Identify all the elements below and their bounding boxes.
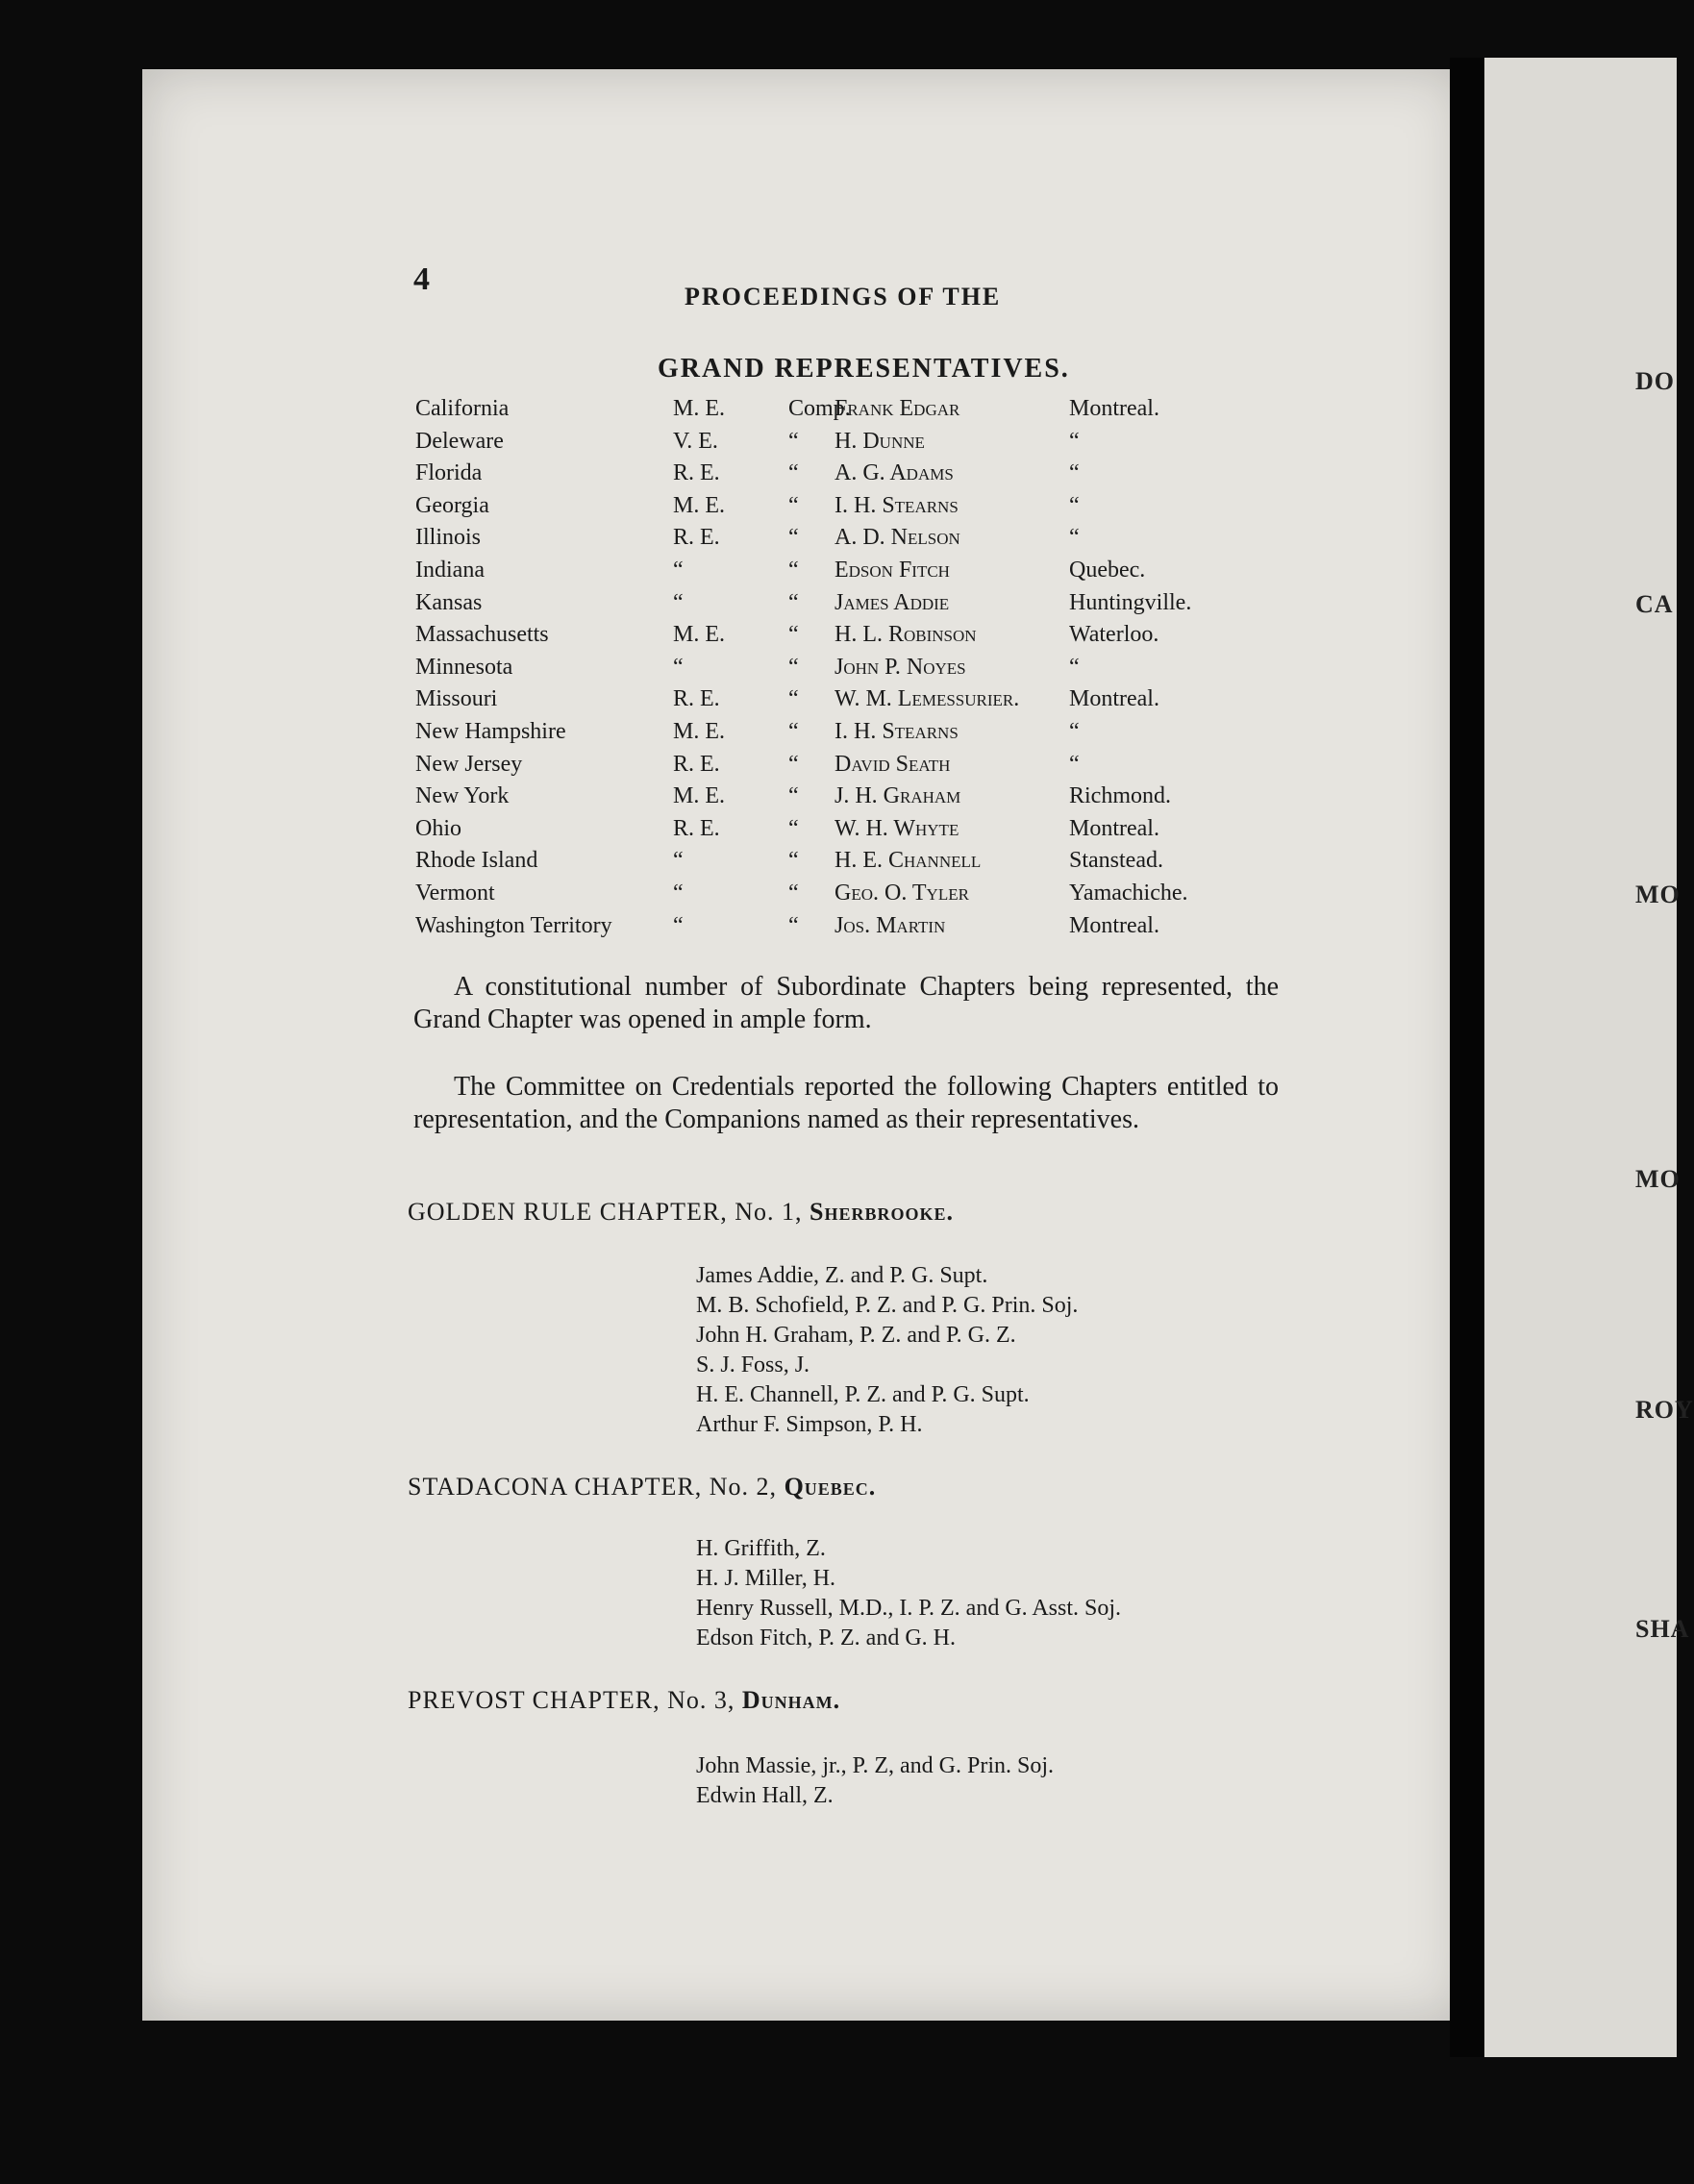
adjacent-page-fragment: SHA xyxy=(1635,1615,1690,1643)
representative-row xyxy=(415,848,1223,881)
rank: M. E. xyxy=(673,783,725,809)
representative-name: A. D. Nelson xyxy=(835,525,960,551)
rank: M. E. xyxy=(673,718,725,744)
state-name: New Jersey xyxy=(415,751,523,777)
representative-row xyxy=(415,686,1223,719)
representative-place: Waterloo. xyxy=(1069,622,1159,648)
rank: “ xyxy=(673,654,684,680)
comp-title: “ xyxy=(788,589,799,615)
state-name: Minnesota xyxy=(415,654,513,680)
representative-name: I. H. Stearns xyxy=(835,492,959,518)
rank: “ xyxy=(673,912,684,938)
member: H. J. Miller, H. xyxy=(696,1566,836,1591)
state-name: California xyxy=(415,396,510,421)
rank: R. E. xyxy=(673,751,720,777)
representative-name: Frank Edgar xyxy=(835,396,960,421)
comp-title: “ xyxy=(788,654,799,680)
adjacent-page-fragment: MO xyxy=(1635,1165,1681,1193)
state-name: New Hampshire xyxy=(415,718,566,744)
representative-name: James Addie xyxy=(835,589,950,615)
member: H. Griffith, Z. xyxy=(696,1536,826,1561)
representative-row xyxy=(415,719,1223,752)
running-head: PROCEEDINGS OF THE xyxy=(685,283,1002,310)
member: S. J. Foss, J. xyxy=(696,1353,810,1377)
state-name: Illinois xyxy=(415,525,482,551)
adjacent-page-fragment: ROY xyxy=(1635,1396,1694,1424)
representative-place: “ xyxy=(1069,525,1080,551)
comp-title: “ xyxy=(788,525,799,551)
state-name: Missouri xyxy=(415,686,498,712)
rank: “ xyxy=(673,880,684,906)
representative-row xyxy=(415,752,1223,784)
member-list-golden-rule xyxy=(696,1261,1078,1440)
comp-title: “ xyxy=(788,492,799,518)
representative-place: “ xyxy=(1069,718,1080,744)
comp-title: “ xyxy=(788,848,799,874)
state-name: Ohio xyxy=(415,815,461,841)
state-name: Massachusetts xyxy=(415,622,549,648)
representative-row xyxy=(415,816,1223,849)
representative-name: H. L. Robinson xyxy=(835,622,977,648)
member: Arthur F. Simpson, P. H. xyxy=(696,1412,923,1437)
rank: R. E. xyxy=(673,815,720,841)
representative-name: I. H. Stearns xyxy=(835,718,959,744)
right-page-edge xyxy=(1484,58,1694,2057)
representative-row xyxy=(415,881,1223,913)
representative-row xyxy=(415,622,1223,655)
chapter-place: Sherbrooke. xyxy=(810,1198,954,1226)
comp-title: Comp. xyxy=(788,396,851,421)
chapter-title: STADACONA CHAPTER, No. 2, xyxy=(408,1473,778,1501)
representative-name: Jos. Martin xyxy=(835,912,946,938)
rank: “ xyxy=(673,557,684,583)
chapter-heading-prevost xyxy=(408,1686,840,1715)
representative-name: W. H. Whyte xyxy=(835,815,959,841)
member: Edson Fitch, P. Z. and G. H. xyxy=(696,1626,956,1650)
comp-title: “ xyxy=(788,751,799,777)
chapter-title: PREVOST CHAPTER, No. 3, xyxy=(408,1686,735,1714)
comp-title: “ xyxy=(788,912,799,938)
chapter-place: Dunham. xyxy=(741,1686,841,1714)
representative-name: H. Dunne xyxy=(835,428,925,454)
representative-row xyxy=(415,525,1223,558)
representative-place: “ xyxy=(1069,751,1080,777)
representative-name: W. M. Lemessurier. xyxy=(835,686,1020,712)
state-name: Indiana xyxy=(415,557,485,583)
rank: M. E. xyxy=(673,622,725,648)
representative-name: J. H. Graham xyxy=(835,783,961,809)
representative-name: A. G. Adams xyxy=(835,460,954,486)
representative-place: Richmond. xyxy=(1069,783,1171,809)
paragraph-credentials: The Committee on Credentials reported the following Chapters entitled to representation, and the Companions named as their representatives. xyxy=(413,1072,1279,1134)
representative-row xyxy=(415,783,1223,816)
representative-place: Montreal. xyxy=(1069,912,1159,938)
member: Henry Russell, M.D., I. P. Z. and G. Asst. Soj. xyxy=(696,1596,1122,1621)
state-name: Deleware xyxy=(415,428,504,454)
rank: M. E. xyxy=(673,492,725,518)
representative-place: Stanstead. xyxy=(1069,848,1163,874)
member: H. E. Channell, P. Z. and P. G. Supt. xyxy=(696,1382,1030,1407)
member: John Massie, jr., P. Z, and G. Prin. Soj. xyxy=(696,1753,1055,1778)
representative-name: Geo. O. Tyler xyxy=(835,880,969,906)
representative-place: Huntingville. xyxy=(1069,589,1192,615)
section-title: GRAND REPRESENTATIVES. xyxy=(658,354,1070,384)
chapter-place: Quebec. xyxy=(784,1473,877,1501)
chapter-heading-stadacona xyxy=(408,1473,876,1502)
state-name: Florida xyxy=(415,460,483,486)
comp-title: “ xyxy=(788,815,799,841)
member: M. B. Schofield, P. Z. and P. G. Prin. Soj. xyxy=(696,1293,1079,1318)
representative-name: Edson Fitch xyxy=(835,557,950,583)
adjacent-page-fragment: MO xyxy=(1635,881,1681,908)
representative-row xyxy=(415,429,1223,461)
state-name: Georgia xyxy=(415,492,489,518)
representative-place: “ xyxy=(1069,492,1080,518)
comp-title: “ xyxy=(788,460,799,486)
representative-row xyxy=(415,493,1223,526)
member: Edwin Hall, Z. xyxy=(696,1783,834,1808)
representative-row xyxy=(415,913,1223,946)
comp-title: “ xyxy=(788,783,799,809)
comp-title: “ xyxy=(788,557,799,583)
comp-title: “ xyxy=(788,880,799,906)
rank: R. E. xyxy=(673,460,720,486)
rank: V. E. xyxy=(673,428,718,454)
chapter-title: GOLDEN RULE CHAPTER, No. 1, xyxy=(408,1198,803,1226)
state-name: Washington Territory xyxy=(415,912,612,938)
rank: R. E. xyxy=(673,686,720,712)
member: James Addie, Z. and P. G. Supt. xyxy=(696,1263,988,1288)
paragraph-opening: A constitutional number of Subordinate Chapters being represented, the Grand Chapter was opened in ample form. xyxy=(413,972,1279,1034)
representative-name: David Seath xyxy=(835,751,951,777)
chapter-heading-golden-rule xyxy=(408,1198,954,1227)
representative-row xyxy=(415,460,1223,493)
representative-place: Quebec. xyxy=(1069,557,1146,583)
adjacent-page-fragment: DO xyxy=(1635,367,1675,395)
representative-row xyxy=(415,396,1223,429)
adjacent-page-fragment: CA xyxy=(1635,590,1674,618)
state-name: New York xyxy=(415,783,510,809)
state-name: Kansas xyxy=(415,589,483,615)
representative-row xyxy=(415,558,1223,590)
representative-place: Montreal. xyxy=(1069,815,1159,841)
comp-title: “ xyxy=(788,428,799,454)
representative-place: “ xyxy=(1069,654,1080,680)
representative-name: H. E. Channell xyxy=(835,848,982,874)
representative-place: “ xyxy=(1069,460,1080,486)
member: John H. Graham, P. Z. and P. G. Z. xyxy=(696,1323,1016,1348)
representative-place: “ xyxy=(1069,428,1080,454)
representative-place: Montreal. xyxy=(1069,396,1159,421)
state-name: Rhode Island xyxy=(415,848,538,874)
representative-name: John P. Noyes xyxy=(835,654,966,680)
rank: M. E. xyxy=(673,396,725,421)
page-number: 4 xyxy=(413,261,430,297)
representative-row xyxy=(415,590,1223,623)
rank: R. E. xyxy=(673,525,720,551)
member-list-prevost xyxy=(696,1751,1054,1811)
representative-place: Yamachiche. xyxy=(1069,880,1188,906)
rank: “ xyxy=(673,589,684,615)
rank: “ xyxy=(673,848,684,874)
book-gutter xyxy=(1450,58,1484,2057)
comp-title: “ xyxy=(788,686,799,712)
comp-title: “ xyxy=(788,622,799,648)
representative-place: Montreal. xyxy=(1069,686,1159,712)
representative-row xyxy=(415,655,1223,687)
member-list-stadacona xyxy=(696,1534,1121,1653)
grand-representatives-table xyxy=(415,396,1223,945)
comp-title: “ xyxy=(788,718,799,744)
state-name: Vermont xyxy=(415,880,495,906)
